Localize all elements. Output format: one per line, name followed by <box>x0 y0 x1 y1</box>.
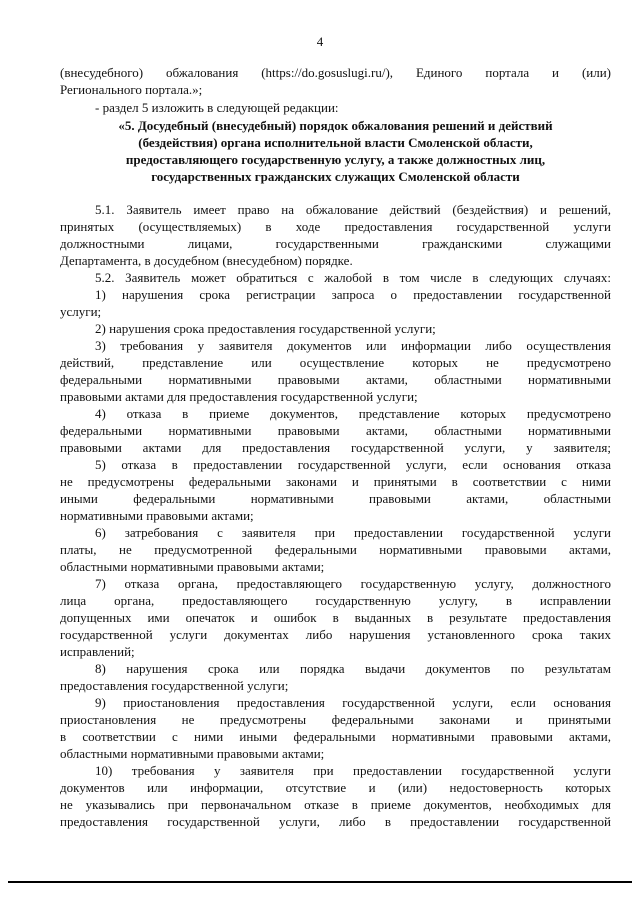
section-heading-line: «5. Досудебный (внесудебный) порядок обжалования решений и действий <box>118 118 553 133</box>
text-line: 10) требования у заявителя при предоставлении государственной услуги <box>95 763 611 778</box>
text-line: предоставления государственной услуги, либо в предоставлении государственной <box>60 814 611 829</box>
text-line: платы, не предусмотренной федеральными нормативными правовыми актами, <box>60 542 611 557</box>
text-line: 7) отказа органа, предоставляющего государственную услугу, должностного <box>95 576 611 591</box>
text-line: 5.1. Заявитель имеет право на обжалование действий (бездействия) и решений, <box>95 202 611 217</box>
text-line: государственной услуги документах либо нарушения установленного срока таких <box>60 627 611 642</box>
text-line: - раздел 5 изложить в следующей редакции: <box>95 100 339 115</box>
text-line: услуги; <box>60 304 102 319</box>
text-line: действий, представление или осуществление которых не предусмотрено <box>60 355 611 370</box>
section-heading-line: (бездействия) органа исполнительной власти Смоленской области, <box>138 135 533 150</box>
text-line: областными нормативными правовыми актами; <box>60 746 325 761</box>
text-line: федеральными нормативными правовыми актами, областными нормативными <box>60 372 611 387</box>
text-line: не предусмотрены федеральными законами и принятыми в соответствии с ними <box>60 474 611 489</box>
text-line: приостановления не предусмотрены федеральными законами и принятыми <box>60 712 611 727</box>
text-line: должностными лицами, государственными гражданскими служащими <box>60 236 611 251</box>
text-line: документов или информации, отсутствие и (или) недостоверность которых <box>60 780 611 795</box>
text-line: предоставления государственной услуги; <box>60 678 289 693</box>
text-line: 2) нарушения срока предоставления государственной услуги; <box>95 321 436 336</box>
text-line: областными нормативными правовыми актами; <box>60 559 325 574</box>
text-line: 4) отказа в приеме документов, представление которых предусмотрено <box>95 406 611 421</box>
text-line: не указывались при первоначальном отказе в приеме документов, необходимых для <box>60 797 611 812</box>
text-line: (внесудебного) обжалования (https://do.gosuslugi.ru/), Единого портала и (или) <box>60 65 611 80</box>
page-bottom-rule <box>8 881 632 883</box>
text-line: исправлений; <box>60 644 135 659</box>
text-line: 9) приостановления предоставления государственной услуги, если основания <box>95 695 611 710</box>
text-line: федеральными нормативными правовыми актами, областными нормативными <box>60 423 611 438</box>
text-line: допущенных ими опечаток и ошибок в выданных в результате предоставления <box>60 610 611 625</box>
text-line: 8) нарушения срока или порядка выдачи документов по результатам <box>95 661 611 676</box>
text-line: иными федеральными нормативными правовыми актами, областными <box>60 491 611 506</box>
section-heading-line: государственных гражданских служащих Смоленской области <box>151 169 520 184</box>
text-line: в соответствии с ними иными федеральными нормативными правовыми актами, <box>60 729 611 744</box>
section-heading-line: предоставляющего государственную услугу, а также должностных лиц, <box>125 152 546 167</box>
text-line: 6) затребования с заявителя при предоставлении государственной услуги <box>95 525 611 540</box>
text-line: принятых (осуществляемых) в ходе предоставления государственной услуги <box>60 219 611 234</box>
text-line: 3) требования у заявителя документов или информации либо осуществления <box>95 338 611 353</box>
text-line: правовыми актами для предоставления государственной услуги; <box>60 389 418 404</box>
text-line: Регионального портала.»; <box>60 82 203 97</box>
text-line: нормативными правовыми актами; <box>60 508 254 523</box>
text-line: 1) нарушения срока регистрации запроса о предоставлении государственной <box>95 287 611 302</box>
text-line: правовыми актами для предоставления государственной услуги, у заявителя; <box>60 440 611 455</box>
text-line: лица органа, предоставляющего государственную услугу, в исправлении <box>60 593 611 608</box>
page-number: 4 <box>316 34 324 49</box>
text-line: 5.2. Заявитель может обратиться с жалобой в том числе в следующих случаях: <box>95 270 611 285</box>
text-line: 5) отказа в предоставлении государственной услуги, если основания отказа <box>95 457 611 472</box>
text-line: Департамента, в досудебном (внесудебном) порядке. <box>60 253 353 268</box>
